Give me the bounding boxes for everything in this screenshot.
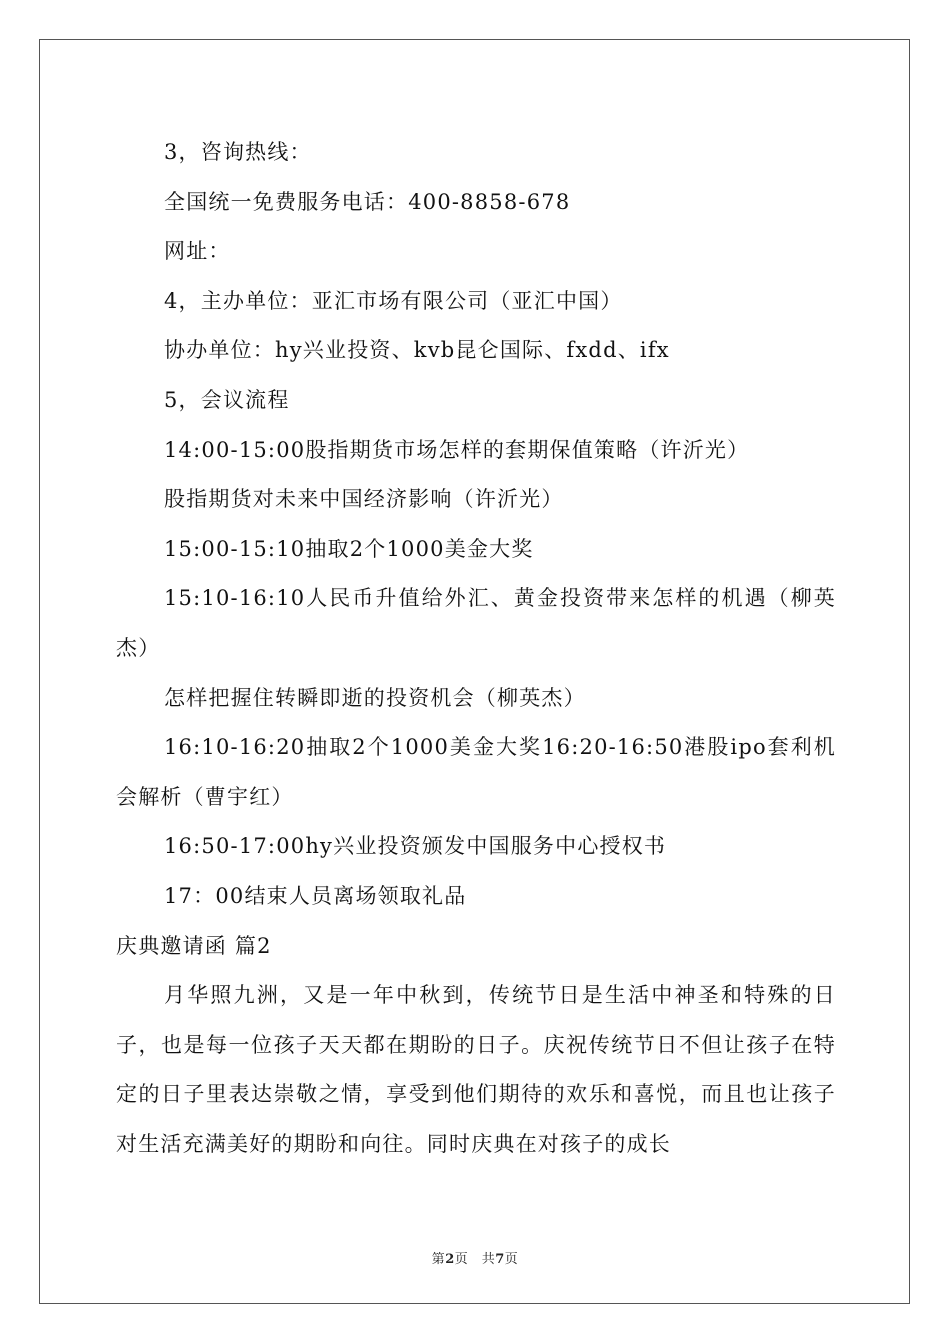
footer-mid: 页 共 (454, 1252, 496, 1267)
paragraph-agenda-item: 17：00结束人员离场领取礼品 (164, 883, 467, 908)
paragraph-agenda-heading: 5，会议流程 (164, 387, 290, 412)
paragraph-agenda-item: 15:10-16:10人民币升值给外汇、黄金投资带来怎样的机遇（柳英杰） (116, 586, 836, 660)
footer-page-current: 2 (445, 1252, 455, 1267)
page-footer (0, 1248, 950, 1267)
paragraph-website: 网址： (164, 239, 231, 264)
footer-page-total: 7 (495, 1252, 505, 1267)
paragraph-agenda-item: 16:10-16:20抽取2个1000美金大奖16:20-16:50港股ipo套利机会解析（曹宇红） (116, 735, 836, 809)
paragraph-hotline-heading: 3，咨询热线： (164, 140, 312, 164)
paragraph-co-organizer: 协办单位：hy兴业投资、kvb昆仑国际、fxdd、ifx (164, 338, 670, 363)
paragraph-agenda-item: 怎样把握住转瞬即逝的投资机会（柳英杰） (164, 685, 586, 710)
footer-prefix: 第 (431, 1252, 446, 1267)
footer-suffix: 页 (504, 1252, 519, 1267)
paragraph-agenda-item: 16:50-17:00hy兴业投资颁发中国服务中心授权书 (164, 834, 667, 859)
paragraph-agenda-item: 14:00-15:00股指期货市场怎样的套期保值策略（许沂光） (164, 437, 750, 462)
paragraph-agenda-item: 15:00-15:10抽取2个1000美金大奖 (164, 536, 534, 561)
paragraph-agenda-item: 股指期货对未来中国经济影响（许沂光） (164, 487, 564, 512)
paragraph-body: 月华照九洲，又是一年中秋到，传统节日是生活中神圣和特殊的日子，也是每一位孩子天天都在期盼的日子。庆祝传统节日不但让孩子在特定的日子里表达崇敬之情，享受到他们期待的欢乐和喜悦，而且也让孩子对生活充满美好的期盼和向往。同时庆典在对孩子的成长 (116, 983, 836, 1156)
document-body (116, 128, 836, 1169)
paragraph-organizer: 4，主办单位：亚汇市场有限公司（亚汇中国） (164, 288, 623, 313)
section-title: 庆典邀请函 篇2 (116, 933, 272, 958)
paragraph-phone: 全国统一免费服务电话：400-8858-678 (164, 189, 571, 214)
